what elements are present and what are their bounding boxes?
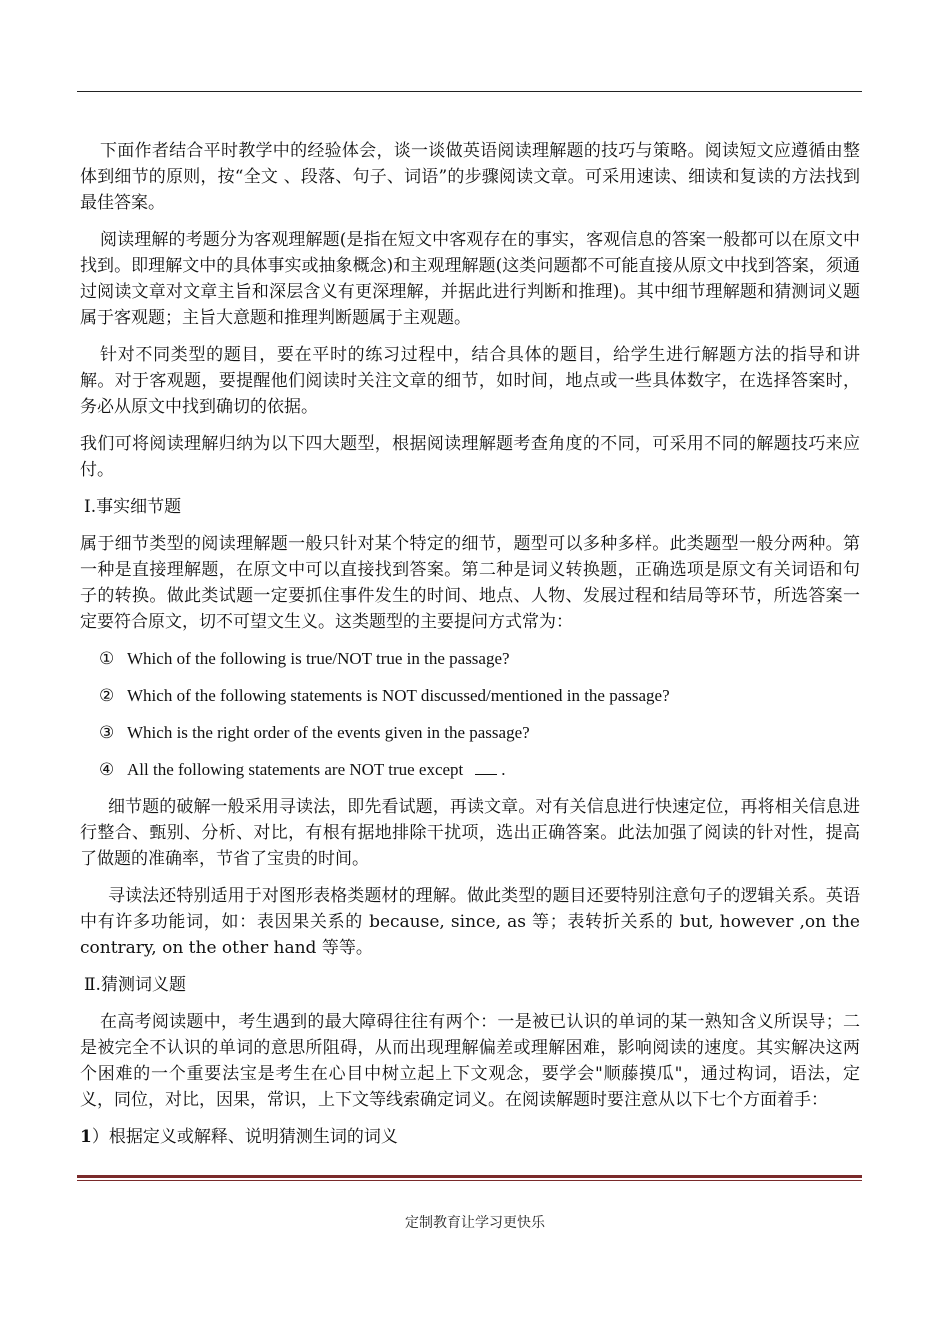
footer-rule — [77, 1175, 862, 1178]
paragraph-teaching-advice: 针对不同类型的题目，要在平时的练习过程中，结合具体的题目，给学生进行解题方法的指导和讲解。对于客观题，要提醒他们阅读时关注文章的细节，如时间，地点或一些具体数字，在选择答案时，务必从原文中找到确切的依据。 — [80, 345, 860, 417]
paragraph-scanning-method: 细节题的破解一般采用寻读法，即先看试题，再读文章。对有关信息进行快速定位，再将相关信息进行整合、甄别、分析、对比，有根有据地排除干扰项，选出正确答案。此法加强了阅读的针对性，提高了做题的准确率，节省了宝贵的时间。 — [80, 797, 860, 869]
paragraph-intro: 下面作者结合平时教学中的经验体会，谈一谈做英语阅读理解题的技巧与策略。阅读短文应遵循由整体到细节的原则，按“全文 、段落、句子、词语”的步骤阅读文章。可采用速读、细读和复读的方法找到最佳答案。 — [80, 141, 860, 213]
question-item — [80, 683, 860, 709]
section-heading-detail: Ⅰ.事实细节题 — [84, 497, 182, 517]
question-text: All the following statements are NOT true except — [127, 760, 464, 779]
list-item-text: ）根据定义或解释、说明猜测生词的词义 — [91, 1127, 398, 1147]
question-text: Which is the right order of the events given in the passage? — [127, 723, 530, 742]
paragraph-detail-intro: 属于细节类型的阅读理解题一般只针对某个特定的细节，题型可以多种多样。此类题型一般分两种。第一种是直接理解题，在原文中可以直接找到答案。第二种是词义转换题，正确选项是原文有关词语和句子的转换。做此类试题一定要抓住事件发生的时间、地点、人物、发展过程和结局等环节，所选答案一定要符合原文，切不可望文生义。这类题型的主要提问方式常为： — [80, 534, 860, 632]
question-item — [80, 646, 860, 672]
header-rule — [77, 91, 862, 92]
list-item-number: 1 — [80, 1127, 92, 1147]
question-item — [80, 720, 860, 746]
footer-slogan: 定制教育让学习更快乐 — [405, 1215, 545, 1231]
question-number: ④ — [99, 760, 115, 779]
question-number: ③ — [99, 723, 115, 742]
list-item-definition — [80, 1124, 860, 1150]
question-text: Which of the following is true/NOT true in the passage? — [127, 649, 510, 668]
question-text: Which of the following statements is NOT discussed/mentioned in the passage? — [127, 686, 670, 705]
paragraph-vocab-intro: 在高考阅读题中，考生遇到的最大障碍往往有两个：一是被已认识的单词的某一熟知含义所误导；二是被完全不认识的单词的意思所阻碍，从而出现理解偏差或理解困难，影响阅读的速度。其实解决这两个困难的一个重要法宝是考生在心目中树立起上下文观念，要学会"顺藤摸瓜"，通过构词，语法，定义，同位，对比，因果，常识，上下文等线索确定词义。在阅读解题时要注意从以下七个方面着手： — [80, 1012, 860, 1110]
question-item — [80, 757, 860, 783]
paragraph-four-types: 我们可将阅读理解归纳为以下四大题型，根据阅读理解题考查角度的不同，可采用不同的解题技巧来应付。 — [80, 434, 860, 480]
section-heading-vocab: Ⅱ.猜测词义题 — [84, 975, 186, 995]
footer-rule-thin — [77, 1180, 862, 1181]
paragraph-question-types: 阅读理解的考题分为客观理解题(是指在短文中客观存在的事实，客观信息的答案一般都可以在原文中找到。即理解文中的具体事实或抽象概念)和主观理解题(这类问题都不可能直接从原文中找到答案，须通过阅读文章对文章主旨和深层含义有更深理解，并据此进行判断和推理)。其中细节理解题和猜测词义题属于客观题；主旨大意题和推理判断题属于主观题。 — [80, 230, 860, 328]
question-number: ② — [99, 686, 115, 705]
document-body — [80, 138, 860, 1161]
question-number: ① — [99, 649, 115, 668]
paragraph-scanning-note: 寻读法还特别适用于对图形表格类题材的理解。做此类型的题目还要特别注意句子的逻辑关系。英语中有许多功能词，如：表因果关系的 because, since, as 等；表转折关系的 but, however ,on the contrary, on the other hand 等等。 — [80, 886, 860, 958]
question-end-punctuation: . — [501, 760, 506, 779]
answer-blank — [475, 760, 497, 775]
